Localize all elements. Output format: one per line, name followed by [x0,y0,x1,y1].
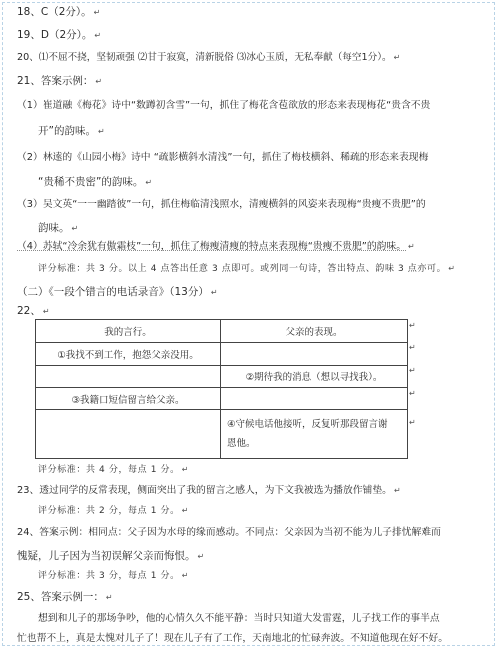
table-cell [221,387,408,409]
table-cell [36,365,221,387]
table-cell [36,410,221,459]
table-row [36,365,408,387]
table-row-end-mark: ↵ [409,343,416,352]
q21-item-3-line-1: （3）吴文英“一一幽踏彼”一句，抓住梅临清浅照水，清瘦横斜的风姿来表现梅“贵瘦不贵肥”的 [17,199,426,210]
q22-scoring: 评分标准：共 4 分，每点 1 分。 ↵ [38,465,190,475]
table-cell: ④守候电话他接听，反复听那段留言谢 恩他。 [221,410,408,459]
q25-answer-line-2: 忙也帮不上，真是太愧对儿子了！现在儿子有了工作，天南地北的忙碌奔波。不知道他现在好不好。 [17,633,449,644]
table-row-end-mark: ↵ [409,389,416,398]
q25-answer-line-1: 想到和儿子的那场争吵，他的心情久久不能平静：当时只知道大发雷霆，儿子找工作的事半点 [38,613,440,624]
q22-heading: 22、 ↵ [17,305,50,317]
table-cell: ③我籍口短信留言给父亲。 [36,387,221,409]
table-row [36,410,408,459]
q21-item-2-line-2: “贵稀不贵密”的韵味。 ↵ [38,176,153,188]
table-row-end-mark: ↵ [409,321,416,330]
q22-answer-table [35,319,408,459]
table-row-end-mark: ↵ [409,366,416,375]
table-row [36,343,408,365]
q20-answer: 20、⑴不屈不挠，坚韧顽强 ⑵甘于寂寞，清新脱俗 ⑶冰心玉质，无私奉献（每空1分）。 ↵ [17,52,401,63]
table-row [36,387,408,409]
table-cell: ②期待我的消息（想以寻找我）。 [221,365,408,387]
q24-answer-line-1: 24、答案示例：相同点：父子因为水母的缘而感动。不同点：父亲因为当初不能为儿子排忧解难而 [17,527,441,538]
table-cell [221,343,408,365]
q21-item-3-line-2: 韵味。 ↵ [38,222,79,234]
q21-item-2-line-1: （2）林逺的《山园小梅》诗中 “疏影横斜水清浅”一句，抓住了梅枝横斜、稀疏的形态来表现梅 [17,152,429,163]
q21-item-1-line-2: 开”的韵味。 ↵ [38,125,105,137]
q21-heading: 21、答案示例： ↵ [17,75,103,87]
q21-item-4: （4）苏轼“冷余犹有傲霜枝”一句，抓住了梅瘦清瘦的特点来表现梅“贵瘦不贵肥”的韵味。 ↵ [17,241,415,252]
q19-answer: 19、D（2分）。 ↵ [17,29,102,41]
q21-scoring: 评分标准：共 3 分。以上 4 点答出任意 3 点即可。或列同一句诗，答出特点、韵味 3 点亦可。 ↵ [38,264,456,274]
section-2-title: （二）《一段个错言的电话录音》（13分） ↵ [17,286,218,298]
table-row-end-mark: ↵ [409,418,416,427]
table-header-father-behavior: 父亲的表现。 [221,320,408,343]
table-cell: ①我找不到工作，抱怨父亲没用。 [36,343,221,365]
q24-scoring: 评分标准：共 3 分，每点 1 分。 ↵ [38,571,190,581]
table-header-row [36,320,408,343]
table-header-my-words: 我的言行。 [36,320,221,343]
q25-heading: 25、答案示例一： ↵ [17,591,113,603]
q18-answer: 18、C（2分）。 ↵ [17,6,101,18]
q24-answer-line-2: 愧疑，儿子因为当初误解父亲而悔恨。 ↵ [17,550,205,562]
q23-answer: 23、透过同学的反常表现，侧面突出了我的留言之感人，为下文我被选为播放作铺垫。 ↵ [17,485,401,496]
q23-scoring: 评分标准：共 2 分，每点 1 分。 ↵ [38,506,190,516]
q21-item-1-line-1: （1）崔道融《梅花》诗中“数蹲初含雪”一句，抓住了梅花含苞欲放的形态来表现梅花“贵含不贵 [17,100,431,111]
